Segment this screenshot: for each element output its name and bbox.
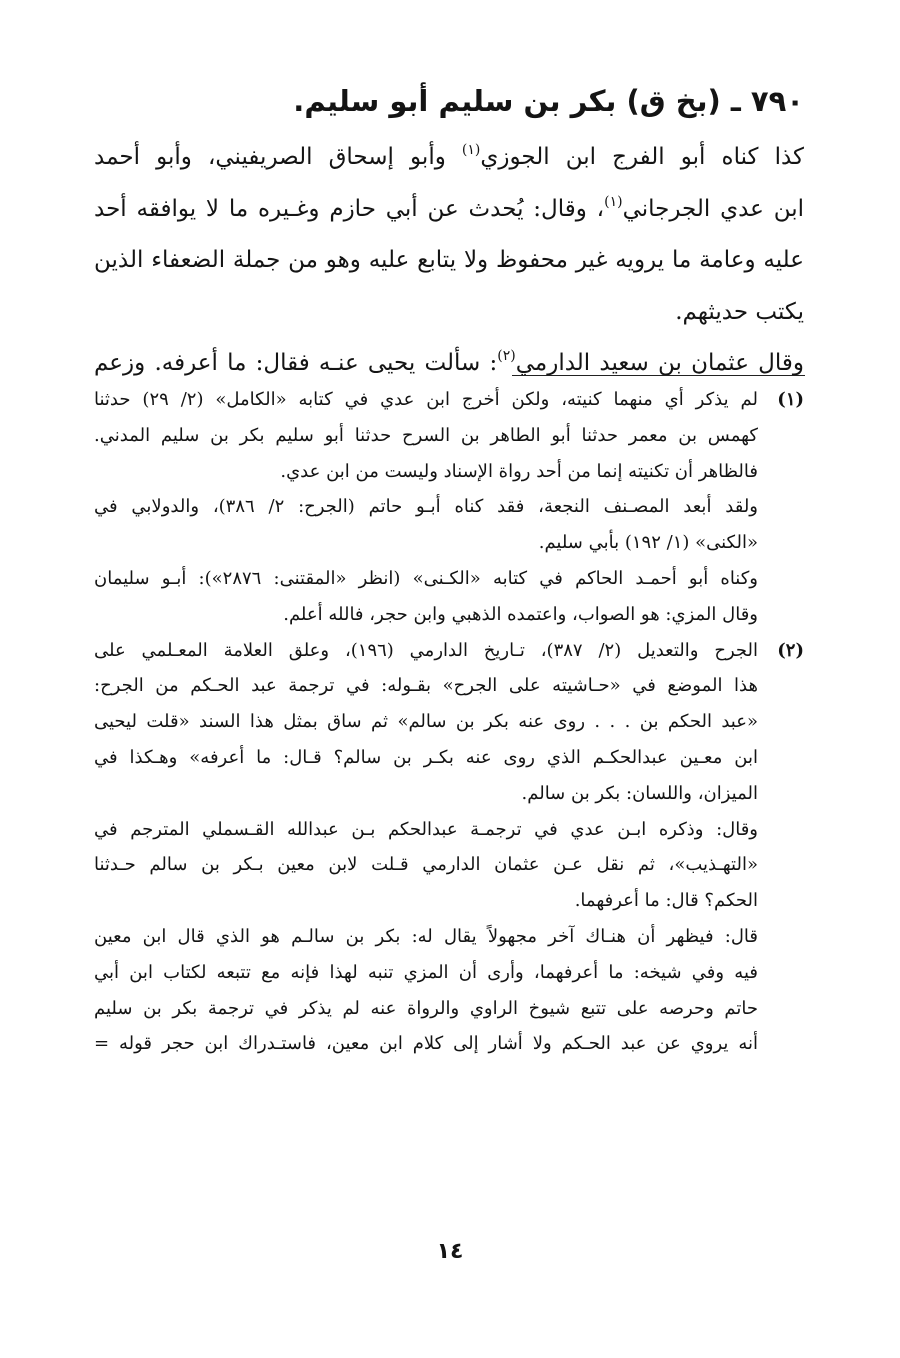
footnote-text: الجرح والتعديل (٢/ ٣٨٧)، تـاريخ الدارمي (١٩٦)، وعلق العلامة المعـلمي على (94, 639, 758, 661)
footnote-line: الميزان، واللسان: بكر بن سالم. (521, 782, 758, 804)
footnote-line: الحكم؟ قال: ما أعرفهما. (574, 890, 758, 912)
footnote-line: حاتم وحرصه على تتبع شيوخ الراوي والرواة عنه لم يذكر في ترجمة بكر بن سليم (94, 997, 758, 1019)
footnote-ref: (١) (461, 142, 481, 158)
body-text: ، وقال: يُحدث عن أبي حازم وغـيره ما لا يوافقه أحد (94, 195, 605, 222)
entry-title: ٧٩٠ ـ (بخ ق) بكر بن سليم أبو سليم. (293, 84, 804, 118)
page-number: ١٤ (436, 1239, 464, 1264)
body-text: وأبو إسحاق الصريفيني، وأبو أحمد (94, 144, 462, 170)
footnote-line: «التهـذيب»، ثم نقل عـن عثمان الدارمي قـلت لابن معين بـكر بن سالم حـدثنا (94, 854, 758, 876)
footnote-line (94, 633, 804, 669)
footnote-line: ابن معـين عبدالحكـم الذي روى عنه بكـر بن سالم؟ قـال: ما أعرفه» وهـكذا في (94, 746, 758, 768)
footnotes (94, 382, 804, 1062)
footnote-line: ولقد أبعد المصـنف النجعة، فقد كناه أبـو حاتم (الجرح: ٢/ ٣٨٦)، والدولابي في (94, 496, 758, 518)
body-line: عليه وعامة ما يرويه غير محفوظ ولا يتابع عليه وهو من جملة الضعفاء الذين (94, 247, 804, 273)
footnote-line: كهمس بن معمر حدثنا أبو الطاهر بن السرح حدثنا أبو سليم بكر بن سليم المدني. (94, 424, 758, 446)
footnote-line: قال: فيظهر أن هنـاك آخر مجهولاً يقال له: بكر بن سالـم هو الذي قال ابن معين (94, 925, 758, 947)
footnote-ref: (١) (604, 193, 623, 210)
footnote-line: «عبد الحكم بن . . . روى عنه بكر بن سالم» ثم ساق بمثل هذا السند «قلت ليحيى (94, 711, 758, 733)
footnote-line: وقال المزي: هو الصواب، واعتمده الذهبي وابن حجر، فالله أعلم. (283, 603, 758, 625)
body-text: كذا كناه أبو الفرج ابن الجوزي (480, 144, 804, 170)
body-text: : سألت يحيى عنـه فقال: ما أعرفه. وزعم (94, 350, 498, 376)
footnote-number: (١) (777, 389, 805, 410)
footnote-number: (٢) (777, 639, 804, 661)
footnote-line: «الكنى» (١/ ١٩٢) بأبي سليم. (538, 532, 758, 554)
footnote-text: لم يذكر أي منهما كنيته، ولكن أخرج ابن عدي في كتابه «الكامل» (٢/ ٢٩) حدثنا (94, 389, 759, 410)
footnote-line: أنه يروي عن عبد الحـكم ولا أشار إلى كلام ابن معين، فاستـدراك ابن حجر قوله = (94, 1033, 758, 1055)
footnote-line: هذا الموضع في «حـاشيته على الجرح» بقـوله: في ترجمة عبد الحـكم من الجرح: (94, 675, 758, 697)
body-text: وقال عثمان بن سعيد الدارمي (515, 350, 804, 376)
main-text (94, 132, 804, 390)
footnote-line: فالظاهر أن تكنيته إنما من أحد رواة الإسناد وليست من ابن عدي. (280, 460, 758, 482)
body-text: ابن عدي الجرجاني (622, 195, 805, 222)
footnote-line: وقال: وذكره ابـن عدي في ترجمـة عبدالحكم بـن عبدالله القـسملي المترجم في (94, 818, 758, 840)
footnote-line: وكناه أبو أحمـد الحاكم في كتابه «الكـنى» (انظر «المقتنى: ٢٨٧٦»): أبـو سليمان (94, 567, 759, 589)
footnote-ref: (٢) (497, 348, 516, 364)
footnote-line: فيه وفي شيخه: ما أعرفهما، وأرى أن المزي تنبه لهذا فإنه مع تتبعه لكتاب ابن أبي (94, 961, 758, 983)
body-line: يكتب حديثهم. (675, 298, 804, 325)
footnote-separator (512, 375, 805, 376)
footnote-line (94, 382, 804, 418)
body-line (94, 132, 804, 184)
body-line (94, 184, 804, 236)
